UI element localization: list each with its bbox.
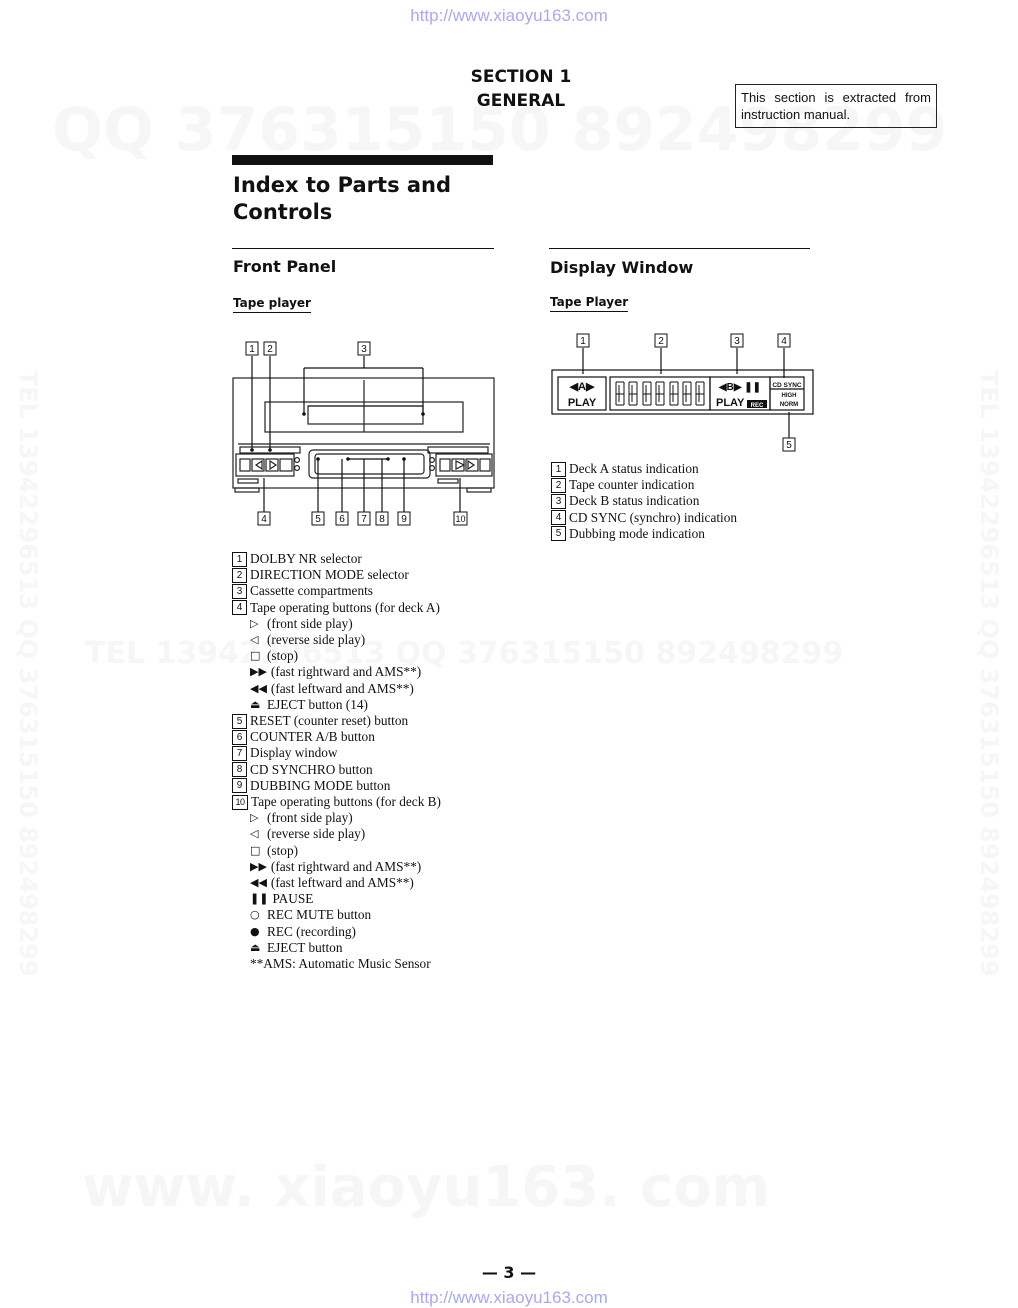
list-item	[232, 583, 441, 599]
control-symbol-icon: ⏏	[250, 697, 261, 711]
control-symbol-icon: ❚❚	[250, 892, 269, 906]
legend-text: REC MUTE button	[267, 907, 372, 923]
display-window-rule	[549, 248, 810, 249]
list-item	[232, 810, 441, 826]
legend-number: 1	[551, 462, 566, 477]
callout-5: 5	[315, 514, 321, 525]
dw-callout-3: 3	[734, 336, 740, 347]
page-title-line-1: Index to Parts and	[233, 173, 452, 197]
watermark-middle	[85, 636, 843, 671]
section-name: GENERAL	[476, 91, 566, 111]
legend-number: 5	[551, 526, 566, 541]
list-item	[232, 924, 441, 940]
front-panel-subheading: Tape player	[233, 296, 311, 313]
legend-text: (fast rightward and AMS**)	[270, 664, 422, 680]
list-item	[232, 940, 441, 956]
legend-text: REC (recording)	[267, 923, 356, 939]
list-item	[232, 729, 441, 745]
lcd-rec: REC	[750, 403, 764, 409]
legend-text: DOLBY NR selector	[250, 551, 362, 566]
list-item	[232, 778, 441, 794]
list-item	[232, 875, 441, 891]
callout-8: 8	[379, 514, 385, 525]
left-foot	[235, 488, 259, 492]
list-item	[551, 526, 737, 542]
control-symbol-icon: ◁	[250, 827, 259, 841]
list-item	[232, 551, 441, 567]
legend-text: RESET (counter reset) button	[250, 713, 409, 729]
legend-number: 3	[232, 584, 247, 599]
callout-3: 3	[361, 344, 367, 355]
legend-text: (reverse side play)	[267, 632, 366, 648]
list-item	[232, 794, 441, 810]
page-title	[233, 172, 451, 226]
lcd-deck-b-indicator: ◀B▶ ❚❚	[718, 382, 762, 393]
legend-text: (front side play)	[267, 810, 353, 826]
list-item	[232, 681, 441, 697]
callout-6: 6	[339, 514, 345, 525]
right-foot	[467, 488, 491, 492]
legend-number: 1	[232, 552, 247, 567]
control-symbol-icon: ▶▶	[250, 665, 267, 679]
page-title-line-2: Controls	[233, 200, 333, 224]
front-panel-rule	[232, 248, 494, 249]
control-symbol-icon: ◀◀	[250, 681, 267, 695]
legend-text: (front side play)	[267, 615, 353, 631]
callout-7: 7	[361, 514, 367, 525]
legend-number: 9	[232, 778, 247, 793]
legend-text: (fast rightward and AMS**)	[270, 858, 422, 874]
lcd-play-a: PLAY	[567, 397, 597, 409]
control-symbol-icon: ●	[250, 924, 260, 938]
legend-text: CD SYNCHRO button	[250, 761, 373, 777]
deck-a-buttons	[236, 454, 294, 476]
list-item	[551, 461, 737, 477]
legend-number: 4	[232, 600, 247, 615]
legend-text: (fast leftward and AMS**)	[270, 875, 414, 891]
display-window-legend	[551, 461, 737, 542]
section-number: SECTION 1	[470, 67, 572, 87]
counter-digits	[616, 382, 704, 405]
control-symbol-icon: ▷	[250, 616, 259, 630]
control-symbol-icon: ▷	[250, 811, 259, 825]
extract-note: This section is extracted from instruction manual.	[735, 84, 937, 128]
display-window-heading: Display Window	[550, 258, 694, 277]
legend-number: 10	[232, 795, 248, 810]
dw-callout-5: 5	[786, 440, 792, 451]
lcd-play-b: PLAY	[716, 397, 745, 409]
list-item	[232, 843, 441, 859]
legend-text: EJECT button (14)	[267, 696, 368, 712]
legend-text: CD SYNC (synchro) indication	[569, 509, 738, 525]
list-item	[232, 891, 441, 907]
list-item	[232, 632, 441, 648]
legend-text: (fast leftward and AMS**)	[270, 680, 414, 696]
callout-10: 10	[455, 514, 466, 524]
list-item	[232, 859, 441, 875]
legend-text: Tape counter indication	[569, 477, 695, 493]
legend-text: EJECT button	[267, 939, 343, 955]
list-item	[232, 762, 441, 778]
legend-number: 6	[232, 730, 247, 745]
callout-1: 1	[249, 344, 255, 355]
list-item	[232, 907, 441, 923]
display-window-subheading: Tape Player	[550, 295, 628, 312]
dw-callout-2: 2	[658, 336, 664, 347]
page-number: — 3 —	[481, 1263, 537, 1282]
list-item	[232, 697, 441, 713]
legend-text: Dubbing mode indication	[569, 525, 705, 541]
watermark-bottom	[82, 1155, 770, 1220]
list-item	[232, 745, 441, 761]
title-bar	[232, 155, 493, 165]
front-panel-diagram	[228, 336, 500, 532]
top-url-link[interactable]: http://www.xiaoyu163.com	[410, 6, 608, 25]
list-item	[232, 567, 441, 583]
control-symbol-icon: □	[250, 649, 261, 663]
dw-callout-4: 4	[781, 336, 787, 347]
watermark-side-left	[14, 370, 42, 977]
legend-number: 2	[551, 478, 566, 493]
list-item	[232, 616, 441, 632]
legend-text: (stop)	[267, 842, 299, 858]
legend-text: Cassette compartments	[250, 583, 373, 599]
list-item	[232, 826, 441, 842]
dw-callout-1: 1	[580, 336, 586, 347]
watermark-side-right	[975, 370, 1003, 977]
front-panel-legend	[232, 551, 441, 972]
front-panel-heading: Front Panel	[233, 257, 337, 276]
legend-text: DUBBING MODE button	[250, 777, 391, 793]
list-item	[232, 956, 441, 972]
legend-text: Tape operating buttons (for deck A)	[250, 599, 440, 615]
legend-text: Display window	[250, 745, 338, 761]
list-item	[232, 713, 441, 729]
list-item	[551, 493, 737, 509]
legend-number: 7	[232, 746, 247, 761]
list-item	[232, 648, 441, 664]
list-item	[232, 600, 441, 616]
legend-text: Tape operating buttons (for deck B)	[251, 794, 441, 810]
callout-4: 4	[261, 514, 267, 525]
lcd-high: HIGH	[781, 393, 797, 399]
bottom-url-link[interactable]: http://www.xiaoyu163.com	[410, 1288, 608, 1307]
control-symbol-icon: ⏏	[250, 940, 261, 954]
display-window-diagram	[548, 328, 820, 456]
legend-number: 4	[551, 510, 566, 525]
legend-text: **AMS: Automatic Music Sensor	[250, 956, 431, 972]
legend-number: 3	[551, 494, 566, 509]
legend-number: 8	[232, 762, 247, 777]
control-symbol-icon: □	[250, 843, 261, 857]
list-item	[551, 477, 737, 493]
control-symbol-icon: ◁	[250, 633, 259, 647]
legend-text: (reverse side play)	[267, 826, 366, 842]
control-symbol-icon: ○	[250, 908, 260, 922]
list-item	[551, 510, 737, 526]
legend-text: (stop)	[267, 648, 299, 664]
control-symbol-icon: ▶▶	[250, 859, 267, 873]
list-item	[232, 664, 441, 680]
legend-number: 5	[232, 714, 247, 729]
lcd-deck-a-indicator: ◀A▶	[569, 381, 595, 393]
legend-text: Deck B status indication	[569, 493, 700, 509]
lcd-norm: NORM	[779, 402, 799, 408]
legend-text: DIRECTION MODE selector	[250, 567, 409, 583]
legend-text: PAUSE	[272, 891, 314, 907]
legend-text: COUNTER A/B button	[250, 729, 375, 745]
legend-number: 2	[232, 568, 247, 583]
legend-text: Deck A status indication	[569, 461, 699, 476]
callout-9: 9	[401, 514, 407, 525]
control-symbol-icon: ◀◀	[250, 876, 267, 890]
callout-2: 2	[267, 344, 273, 355]
lcd-cd-sync: CD SYNC	[772, 382, 802, 389]
